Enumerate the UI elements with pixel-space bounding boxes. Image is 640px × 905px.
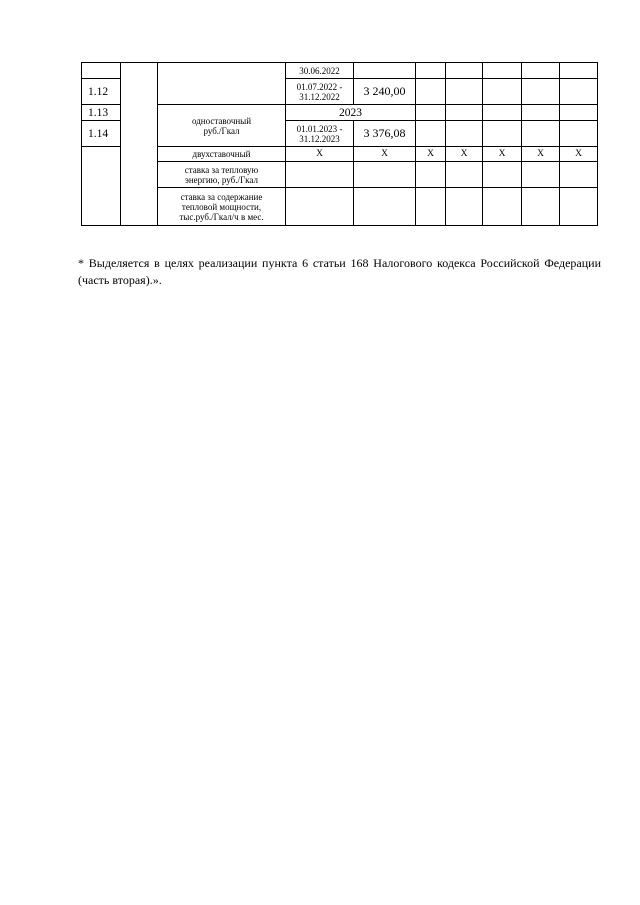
x-mark-cell: X [522, 147, 560, 162]
empty-cell [446, 162, 483, 188]
empty-cell [446, 121, 483, 147]
empty-cell [483, 63, 522, 79]
empty-cell [483, 188, 522, 226]
empty-cell [416, 188, 446, 226]
empty-cell [483, 79, 522, 105]
period-cell: 30.06.2022 [286, 63, 354, 79]
x-mark-cell: X [483, 147, 522, 162]
empty-cell [354, 188, 416, 226]
empty-cell [560, 188, 598, 226]
x-mark-cell: X [286, 147, 354, 162]
tariff-table [81, 62, 598, 226]
empty-cell [483, 121, 522, 147]
empty-cell [416, 105, 446, 121]
empty-cell [483, 105, 522, 121]
empty-cell [286, 188, 354, 226]
value-cell: 3 376,08 [354, 121, 416, 147]
empty-cell [416, 162, 446, 188]
tariff-type-cell [158, 63, 286, 105]
x-mark-cell: X [416, 147, 446, 162]
x-mark-cell: X [354, 147, 416, 162]
row-number-cell: 1.13 [82, 105, 121, 121]
value-cell: 3 240,00 [354, 79, 416, 105]
empty-cell [354, 162, 416, 188]
period-cell: 01.07.2022 - 31.12.2022 [286, 79, 354, 105]
empty-cell [416, 79, 446, 105]
table-row [82, 63, 598, 79]
row-number-cell: 1.12 [82, 79, 121, 105]
empty-cell [416, 63, 446, 79]
footnote: * Выделяется в целях реализации пункта 6 статьи 168 Налогового кодекса Российской Федерации (часть вторая).». [78, 256, 601, 287]
empty-cell [446, 188, 483, 226]
empty-cell [446, 63, 483, 79]
empty-cell [416, 121, 446, 147]
empty-cell [446, 79, 483, 105]
table-row [82, 188, 598, 226]
tariff-type-cell: двухставочный [158, 147, 286, 162]
tariff-type-cell: ставка за содержание тепловой мощности, тыс.руб./Гкал/ч в мес. [158, 188, 286, 226]
row-number-cell [82, 147, 121, 226]
empty-cell [560, 105, 598, 121]
empty-cell [522, 63, 560, 79]
tariff-type-cell: одноставочный руб./Гкал [158, 105, 286, 147]
empty-cell [446, 105, 483, 121]
empty-cell [483, 162, 522, 188]
organization-cell [121, 63, 158, 226]
table-row [82, 105, 598, 121]
empty-cell [560, 121, 598, 147]
empty-cell [560, 162, 598, 188]
period-cell: 01.01.2023 - 31.12.2023 [286, 121, 354, 147]
table-row [82, 162, 598, 188]
empty-cell [522, 162, 560, 188]
empty-cell [522, 105, 560, 121]
empty-cell [522, 121, 560, 147]
x-mark-cell: X [446, 147, 483, 162]
row-number-cell: 1.14 [82, 121, 121, 147]
value-cell [354, 63, 416, 79]
table-row [82, 147, 598, 162]
empty-cell [522, 188, 560, 226]
empty-cell [286, 162, 354, 188]
row-number-cell [82, 63, 121, 79]
empty-cell [522, 79, 560, 105]
x-mark-cell: X [560, 147, 598, 162]
empty-cell [560, 79, 598, 105]
tariff-type-cell: ставка за тепловую энергию, руб./Гкал [158, 162, 286, 188]
empty-cell [560, 63, 598, 79]
year-cell: 2023 [286, 105, 416, 121]
